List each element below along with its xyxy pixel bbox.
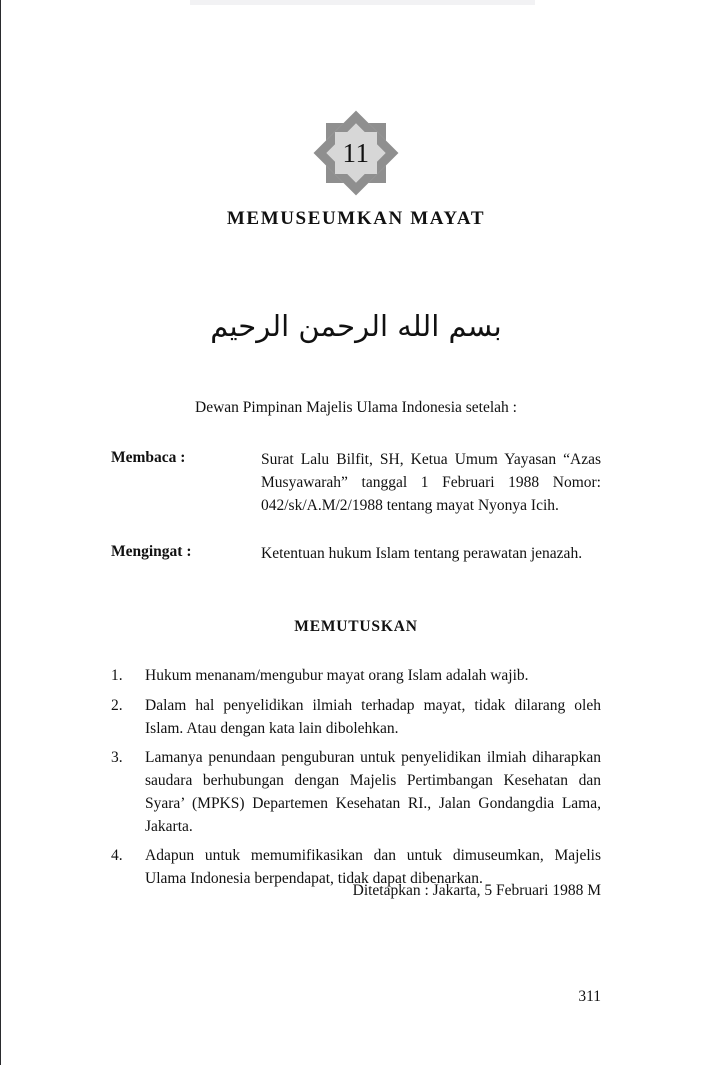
list-item [111,665,601,688]
preamble-line: Dewan Pimpinan Majelis Ulama Indonesia setelah : [195,399,517,416]
list-item-text: Hukum menanam/mengubur mayat orang Islam adalah wajib. [145,667,529,684]
list-item-text: Lamanya penundaan penguburan untuk penyelidikan ilmiah diharapkan saudara berhubungan dengan Majelis Pertimbangan Kesehatan dan Syara’ (MPKS) Departemen Kesehatan RI., Jalan Gondangdia Lama, Jakarta. [145,749,601,835]
consideration-row-membaca [111,449,601,517]
decision-heading: MEMUTUSKAN [294,618,418,635]
scan-artifact-band [190,0,535,5]
list-item-number: 2. [111,696,123,714]
list-item-number: 4. [111,847,123,865]
list-item-number: 3. [111,749,123,767]
page-number: 311 [578,988,601,1005]
chapter-number: 11 [342,138,370,168]
consideration-row-mengingat [111,543,601,566]
list-item [111,747,601,838]
decision-list [111,665,601,891]
chapter-ornament-container [0,112,712,194]
eight-pointed-star-icon [315,112,397,194]
consideration-body: Surat Lalu Bilfit, SH, Ketua Umum Yayasan “Azas Musyawarah” tanggal 1 Februari 1988 Nomor: 042/sk/A.M/2/1988 tentang mayat Nyonya Icih. [261,451,601,514]
basmala-calligraphy: بسم الله الرحمن الرحيم [210,309,502,343]
consideration-body: Ketentuan hukum Islam tentang perawatan jenazah. [261,545,583,562]
list-item [111,695,601,741]
consideration-label: Mengingat : [111,543,192,560]
place-and-date: Ditetapkan : Jakarta, 5 Februari 1988 M [352,882,601,899]
list-item-text: Adapun untuk memumifikasikan dan untuk dimuseumkan, Majelis Ulama Indonesia berpendapat, tidak dapat dibenarkan. [145,847,601,888]
list-item-text: Dalam hal penyelidikan ilmiah terhadap mayat, tidak dilarang oleh Islam. Atau dengan kata lain dibolehkan. [145,696,601,737]
list-item-number: 1. [111,667,123,684]
page-title: MEMUSEUMKAN MAYAT [226,208,486,229]
consideration-label: Membaca : [111,449,186,466]
